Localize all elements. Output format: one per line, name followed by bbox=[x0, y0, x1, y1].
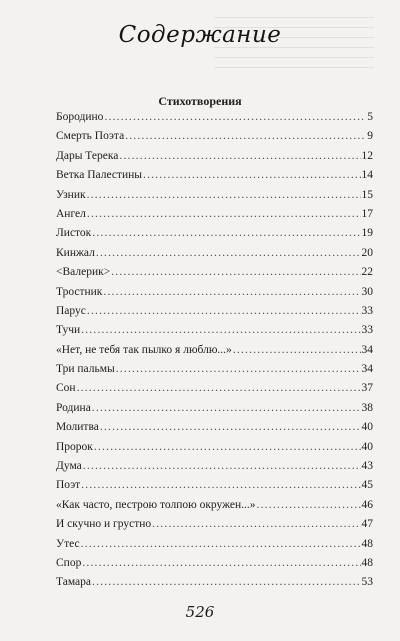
section-title: Стихотворения bbox=[158, 94, 242, 108]
toc-entry-title: Родина bbox=[56, 401, 91, 414]
toc-entry[interactable] bbox=[56, 402, 373, 421]
dot-leader bbox=[81, 538, 361, 550]
toc-entry-page: 33 bbox=[361, 324, 373, 337]
toc-entry-title: Пророк bbox=[56, 440, 93, 453]
toc-entry[interactable] bbox=[56, 344, 373, 363]
toc-entry-title: Утес bbox=[56, 537, 80, 550]
dot-leader bbox=[111, 266, 360, 278]
page-number: 526 bbox=[185, 603, 215, 621]
toc-entry[interactable] bbox=[56, 286, 373, 305]
toc-entry-title: <Валерик> bbox=[56, 266, 111, 279]
dot-leader bbox=[125, 130, 366, 142]
toc-entry-title: Бородино bbox=[56, 111, 104, 123]
toc-entry-title: Ветка Палестины bbox=[56, 169, 142, 182]
toc-entry-page: 30 bbox=[361, 285, 373, 298]
dot-leader bbox=[94, 441, 361, 453]
toc-entry-title: И скучно и грустно bbox=[56, 518, 152, 531]
table-of-contents bbox=[56, 111, 373, 596]
toc-entry[interactable] bbox=[56, 538, 373, 557]
toc-entry[interactable] bbox=[56, 479, 373, 498]
toc-entry[interactable] bbox=[56, 169, 373, 188]
toc-entry[interactable] bbox=[56, 441, 373, 460]
toc-entry-page: 48 bbox=[361, 537, 373, 550]
toc-entry-page: 22 bbox=[361, 266, 373, 279]
dot-leader bbox=[116, 363, 361, 375]
toc-entry-title: Тучи bbox=[56, 324, 81, 337]
page-title: Содержание bbox=[118, 22, 282, 48]
dot-leader bbox=[87, 189, 361, 201]
dot-leader bbox=[82, 557, 360, 569]
toc-entry-title: Тамара bbox=[56, 576, 91, 589]
toc-entry-page: 15 bbox=[361, 188, 373, 201]
toc-entry-page: 38 bbox=[361, 401, 373, 414]
toc-entry-page: 46 bbox=[361, 498, 373, 511]
toc-entry-title: «Нет, не тебя так пылко я люблю...» bbox=[56, 343, 232, 356]
toc-entry-page: 9 bbox=[367, 130, 373, 143]
toc-entry[interactable] bbox=[56, 363, 373, 382]
toc-entry[interactable] bbox=[56, 460, 373, 479]
toc-entry[interactable] bbox=[56, 576, 373, 595]
toc-entry-title: Тростник bbox=[56, 285, 103, 298]
toc-entry-title: «Как часто, пестрою толпою окружен...» bbox=[56, 498, 256, 511]
toc-entry[interactable] bbox=[56, 421, 373, 440]
toc-entry-title: Три пальмы bbox=[56, 363, 115, 376]
toc-entry[interactable] bbox=[56, 227, 373, 246]
toc-entry-title: Сон bbox=[56, 382, 76, 395]
toc-entry-page: 37 bbox=[361, 382, 373, 395]
toc-entry-title: Парус bbox=[56, 304, 86, 317]
dot-leader bbox=[87, 208, 361, 220]
toc-entry[interactable] bbox=[56, 518, 373, 537]
dot-leader bbox=[83, 460, 361, 472]
dot-leader bbox=[152, 518, 360, 530]
toc-entry-title: Дума bbox=[56, 460, 82, 473]
toc-entry-page: 43 bbox=[361, 460, 373, 473]
dot-leader bbox=[81, 479, 360, 491]
toc-entry-page: 48 bbox=[361, 556, 373, 569]
toc-entry-page: 33 bbox=[361, 304, 373, 317]
toc-entry[interactable] bbox=[56, 247, 373, 266]
toc-entry[interactable] bbox=[56, 150, 373, 169]
toc-entry-title: Кинжал bbox=[56, 246, 95, 259]
toc-entry-page: 12 bbox=[361, 149, 373, 162]
dot-leader bbox=[87, 305, 361, 317]
dot-leader bbox=[81, 324, 360, 336]
toc-entry-page: 47 bbox=[361, 518, 373, 531]
toc-entry-title: Дары Терека bbox=[56, 149, 119, 162]
dot-leader bbox=[92, 576, 361, 588]
dot-leader bbox=[100, 421, 361, 433]
toc-entry-title: Смерть Поэта bbox=[56, 130, 125, 143]
toc-entry-title: Узник bbox=[56, 188, 86, 201]
toc-entry-title: Листок bbox=[56, 227, 92, 240]
toc-entry[interactable] bbox=[56, 266, 373, 285]
toc-entry[interactable] bbox=[56, 305, 373, 324]
toc-entry-title: Молитва bbox=[56, 421, 99, 434]
toc-entry-page: 19 bbox=[361, 227, 373, 240]
toc-entry-page: 40 bbox=[361, 440, 373, 453]
toc-entry[interactable] bbox=[56, 189, 373, 208]
toc-entry-page: 45 bbox=[361, 479, 373, 492]
toc-entry[interactable] bbox=[56, 130, 373, 149]
dot-leader bbox=[104, 111, 366, 123]
dot-leader bbox=[233, 344, 361, 356]
toc-entry-title: Спор bbox=[56, 556, 82, 569]
toc-entry-page: 34 bbox=[361, 343, 373, 356]
dot-leader bbox=[77, 382, 361, 394]
dot-leader bbox=[92, 402, 361, 414]
toc-entry-title: Поэт bbox=[56, 479, 81, 492]
toc-entry-page: 20 bbox=[361, 246, 373, 259]
toc-entry-page: 5 bbox=[367, 111, 373, 123]
toc-entry[interactable] bbox=[56, 382, 373, 401]
toc-entry[interactable] bbox=[56, 557, 373, 576]
dot-leader bbox=[92, 227, 360, 239]
toc-entry[interactable] bbox=[56, 111, 373, 130]
dot-leader bbox=[119, 150, 360, 162]
toc-entry-page: 34 bbox=[361, 363, 373, 376]
toc-entry-title: Ангел bbox=[56, 207, 86, 220]
toc-entry[interactable] bbox=[56, 324, 373, 343]
toc-entry-page: 40 bbox=[361, 421, 373, 434]
toc-entry-page: 53 bbox=[361, 576, 373, 589]
toc-entry-page: 17 bbox=[361, 207, 373, 220]
toc-entry[interactable] bbox=[56, 499, 373, 518]
toc-entry[interactable] bbox=[56, 208, 373, 227]
toc-entry-page: 14 bbox=[361, 169, 373, 182]
dot-leader bbox=[96, 247, 361, 259]
dot-leader bbox=[103, 286, 360, 298]
dot-leader bbox=[143, 169, 361, 181]
dot-leader bbox=[257, 499, 361, 511]
